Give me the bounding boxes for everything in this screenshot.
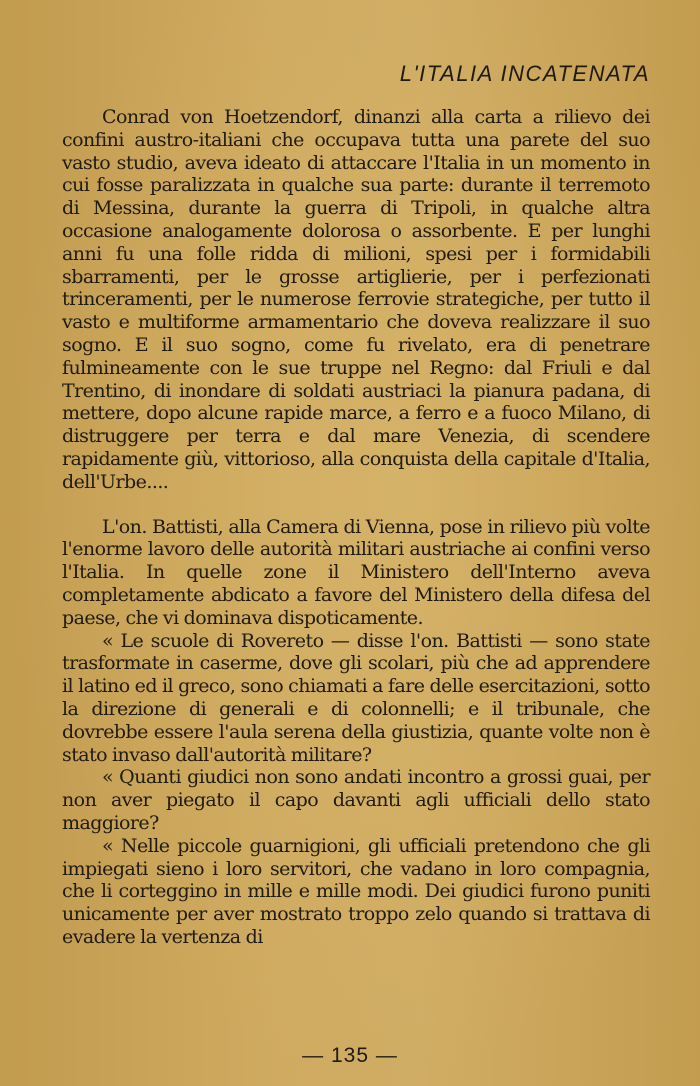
- page-number: — 135 —: [302, 1044, 398, 1067]
- paragraph-3: « Le scuole di Rovereto — disse l'on. Battisti — sono state trasformate in caserme, dove gli scolari, più che ad apprendere il latino ed il greco, sono chiamati a fare delle esercitazioni, sotto la direzione di generali e di colonnelli; e il tribunale, che dovrebbe essere l'aula serena della giustizia, quante volte non è stato invaso dall'autorità militare?: [62, 629, 650, 766]
- running-header: L'ITALIA INCATENATA: [399, 61, 650, 86]
- paragraph-4: « Quanti giudici non sono andati incontro a grossi guai, per non aver piegato il capo davanti agli ufficiali dello stato maggiore?: [62, 766, 650, 834]
- paragraph-1: Conrad von Hoetzendorf, dinanzi alla carta a rilievo dei confini austro-italiani che occupava tutta una parete del suo vasto studio, aveva ideato di attaccare l'Italia in un momento in cui fosse paralizzata in qualche sua parte: durante il terremoto di Messina, durante la guerra di Tripoli, in qualche altra occasione analogamente dolorosa o assorbente. E per lunghi anni fu una folle ridda di milioni, spesi per i formidabili sbarramenti, per le grosse artiglierie, per i perfezionati trinceramenti, per le numerose ferrovie strategiche, per tutto il vasto e multiforme armamentario che doveva realizzare il suo sogno. E il suo sogno, come fu rivelato, era di penetrare fulmineamente con le sue truppe nel Regno: dal Friuli e dal Trentino, di inondare di soldati austriaci la pianura padana, di mettere, dopo alcune rapide marce, a ferro e a fuoco Milano, di distruggere per terra e dal mare Venezia, di scendere rapidamente giù, vittorioso, alla conquista della capitale d'Italia, dell'Urbe....: [62, 106, 650, 493]
- paragraph-2: L'on. Battisti, alla Camera di Vienna, pose in rilievo più volte l'enorme lavoro delle autorità militari austriache ai confini verso l'Italia. In quelle zone il Ministero dell'Interno aveva completamente abdicato a favore del Ministero della difesa del paese, che vi dominava dispoticamente.: [62, 515, 650, 629]
- paragraph-5: « Nelle piccole guarnigioni, gli ufficiali pretendono che gli impiegati sieno i loro servitori, che vadano in loro compagnia, che li corteggino in mille e mille modi. Dei giudici furono puniti unicamente per aver mostrato troppo zelo quando si trattava di evadere la vertenza di: [62, 834, 650, 948]
- page-body: [62, 106, 650, 949]
